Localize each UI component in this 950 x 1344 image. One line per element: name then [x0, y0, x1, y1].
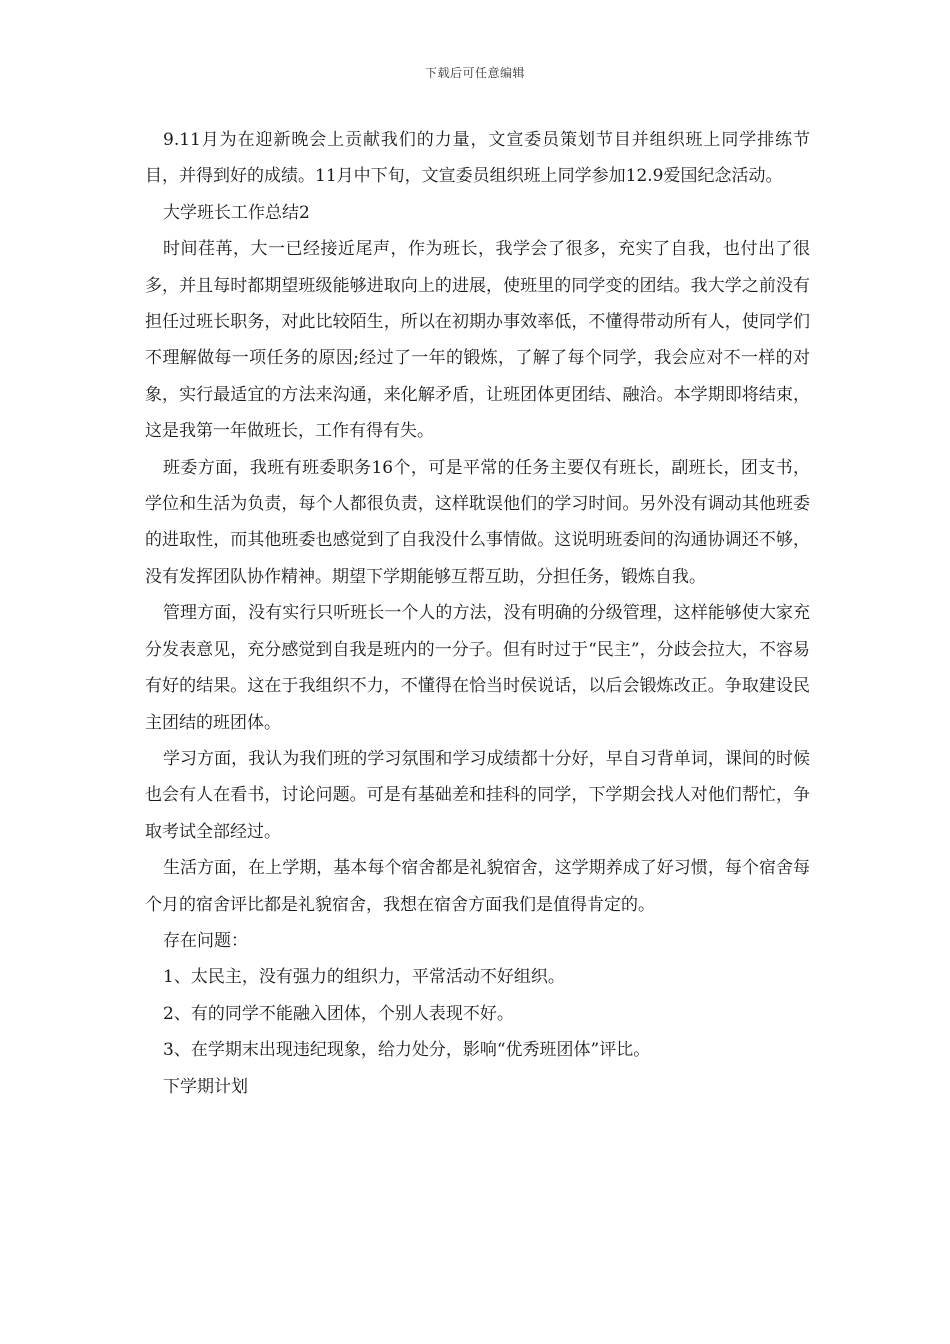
page-header-note: 下载后可任意编辑: [424, 66, 525, 80]
document-body: [145, 122, 810, 1105]
next-term-plan-heading: 下学期计划: [163, 1076, 248, 1097]
paragraph-committee: 班委方面，我班有班委职务16个，可是平常的任务主要仅有班长，副班长，团支书，学位和生活为负责，每个人都很负责，这样耽误他们的学习时间。另外没有调动其他班委的进取性，而其他班委也感觉到了自我没什么事情做。这说明班委间的沟通协调还不够，没有发挥团队协作精神。期望下学期能够互帮互助，分担任务，锻炼自我。: [145, 457, 810, 587]
problems-heading: 存在问题：: [163, 930, 248, 951]
problem-item-2: 2、有的同学不能融入团体，个别人表现不好。: [163, 1003, 514, 1024]
paragraph-management: 管理方面，没有实行只听班长一个人的方法，没有明确的分级管理，这样能够使大家充分发表意见，充分感觉到自我是班内的一分子。但有时过于“民主”，分歧会拉大，不容易有好的结果。这在于我组织不力，不懂得在恰当时侯说话，以后会锻炼改正。争取建设民主团结的班团体。: [145, 603, 810, 733]
paragraph-study: 学习方面，我认为我们班的学习氛围和学习成绩都十分好，早自习背单词，课间的时候也会有人在看书，讨论问题。可是有基础差和挂科的同学，下学期会找人对他们帮忙，争取考试全部经过。: [145, 748, 810, 842]
paragraph-activities: 9.11月为在迎新晚会上贡献我们的力量，文宣委员策划节目并组织班上同学排练节目，并得到好的成绩。11月中下旬，文宣委员组织班上同学参加12.9爱国纪念活动。: [145, 130, 810, 187]
section-title: 大学班长工作总结2: [163, 202, 310, 223]
paragraph-life: 生活方面，在上学期，基本每个宿舍都是礼貌宿舍，这学期养成了好习惯，每个宿舍每个月的宿舍评比都是礼貌宿舍，我想在宿舍方面我们是值得肯定的。: [145, 858, 810, 915]
problem-item-1: 1、太民主，没有强力的组织力，平常活动不好组织。: [163, 967, 565, 988]
paragraph-intro: 时间荏苒，大一已经接近尾声，作为班长，我学会了很多，充实了自我，也付出了很多，并且每时都期望班级能够进取向上的进展，使班里的同学变的团结。我大学之前没有担任过班长职务，对此比较陌生，所以在初期办事效率低，不懂得带动所有人，使同学们不理解做每一项任务的原因;经过了一年的锻炼，了解了每个同学，我会应对不一样的对象，实行最适宜的方法来沟通，来化解矛盾，让班团体更团结、融洽。本学期即将结束，这是我第一年做班长，工作有得有失。: [145, 239, 810, 442]
problem-item-3: 3、在学期末出现违纪现象，给力处分，影响“优秀班团体”评比。: [163, 1040, 651, 1061]
